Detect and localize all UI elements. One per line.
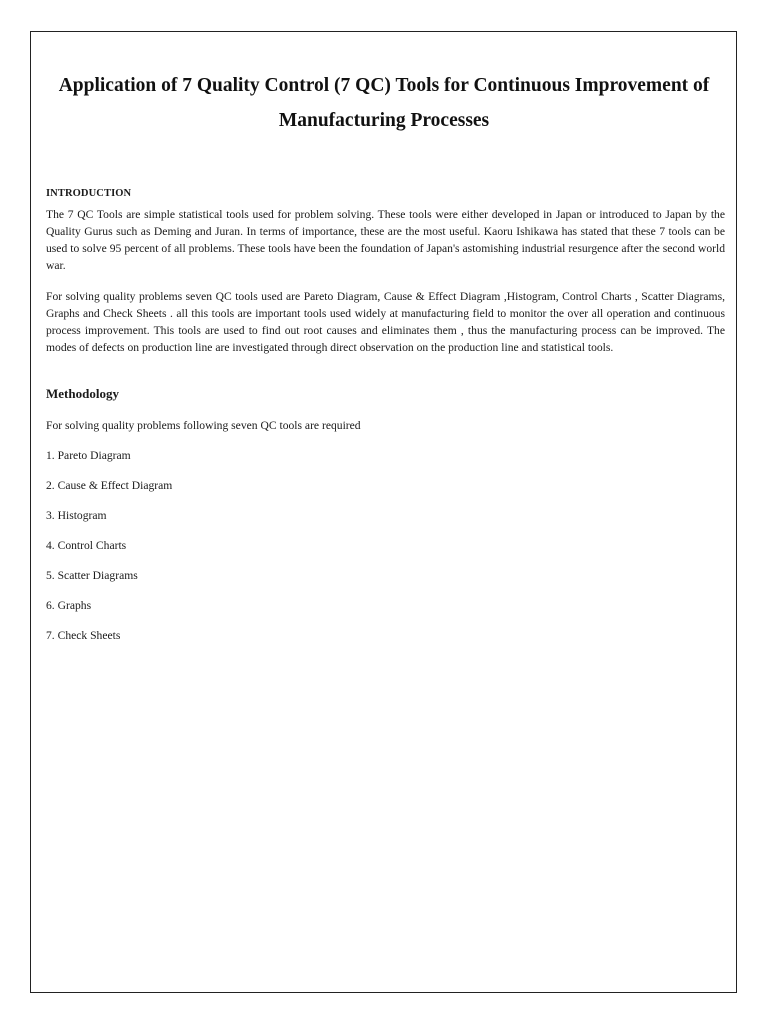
introduction-heading: INTRODUCTION — [46, 188, 132, 199]
list-item: 3. Histogram — [46, 509, 107, 522]
document-title: Application of 7 Quality Control (7 QC) Tools for Continuous Improvement of Manufacturing Processes — [58, 75, 710, 131]
qc-tools-list — [46, 447, 172, 657]
methodology-heading: Methodology — [46, 386, 119, 401]
list-item: 7. Check Sheets — [46, 629, 121, 642]
list-item: 2. Cause & Effect Diagram — [46, 479, 173, 492]
introduction-paragraph-2: For solving quality problems seven QC tools used are Pareto Diagram, Cause & Effect Diagram ,Histogram, Control Charts , Scatter Diagrams, Graphs and Check Sheets . all this tools are important tools used widely at manufacturing field to monitor the over all operation and continuous process improvement. This tools are used to find out root causes and eliminates them , thus the manufacturing process can be improved. The modes of defects on production line are investigated through direct observation on the production line and statistical tools. — [46, 290, 725, 354]
list-item: 4. Control Charts — [46, 539, 127, 552]
list-item: 6. Graphs — [46, 599, 92, 612]
list-item: 5. Scatter Diagrams — [46, 569, 138, 582]
list-item: 1. Pareto Diagram — [46, 449, 131, 462]
methodology-intro: For solving quality problems following seven QC tools are required — [46, 419, 361, 432]
introduction-paragraph-1: The 7 QC Tools are simple statistical tools used for problem solving. These tools were either developed in Japan or introduced to Japan by the Quality Gurus such as Deming and Juran. In terms of importance, these are the most useful. Kaoru Ishikawa has stated that these 7 tools can be used to solve 95 percent of all problems. These tools have been the foundation of Japan's astomishing industrial resurgence after the second world war. — [46, 208, 725, 272]
